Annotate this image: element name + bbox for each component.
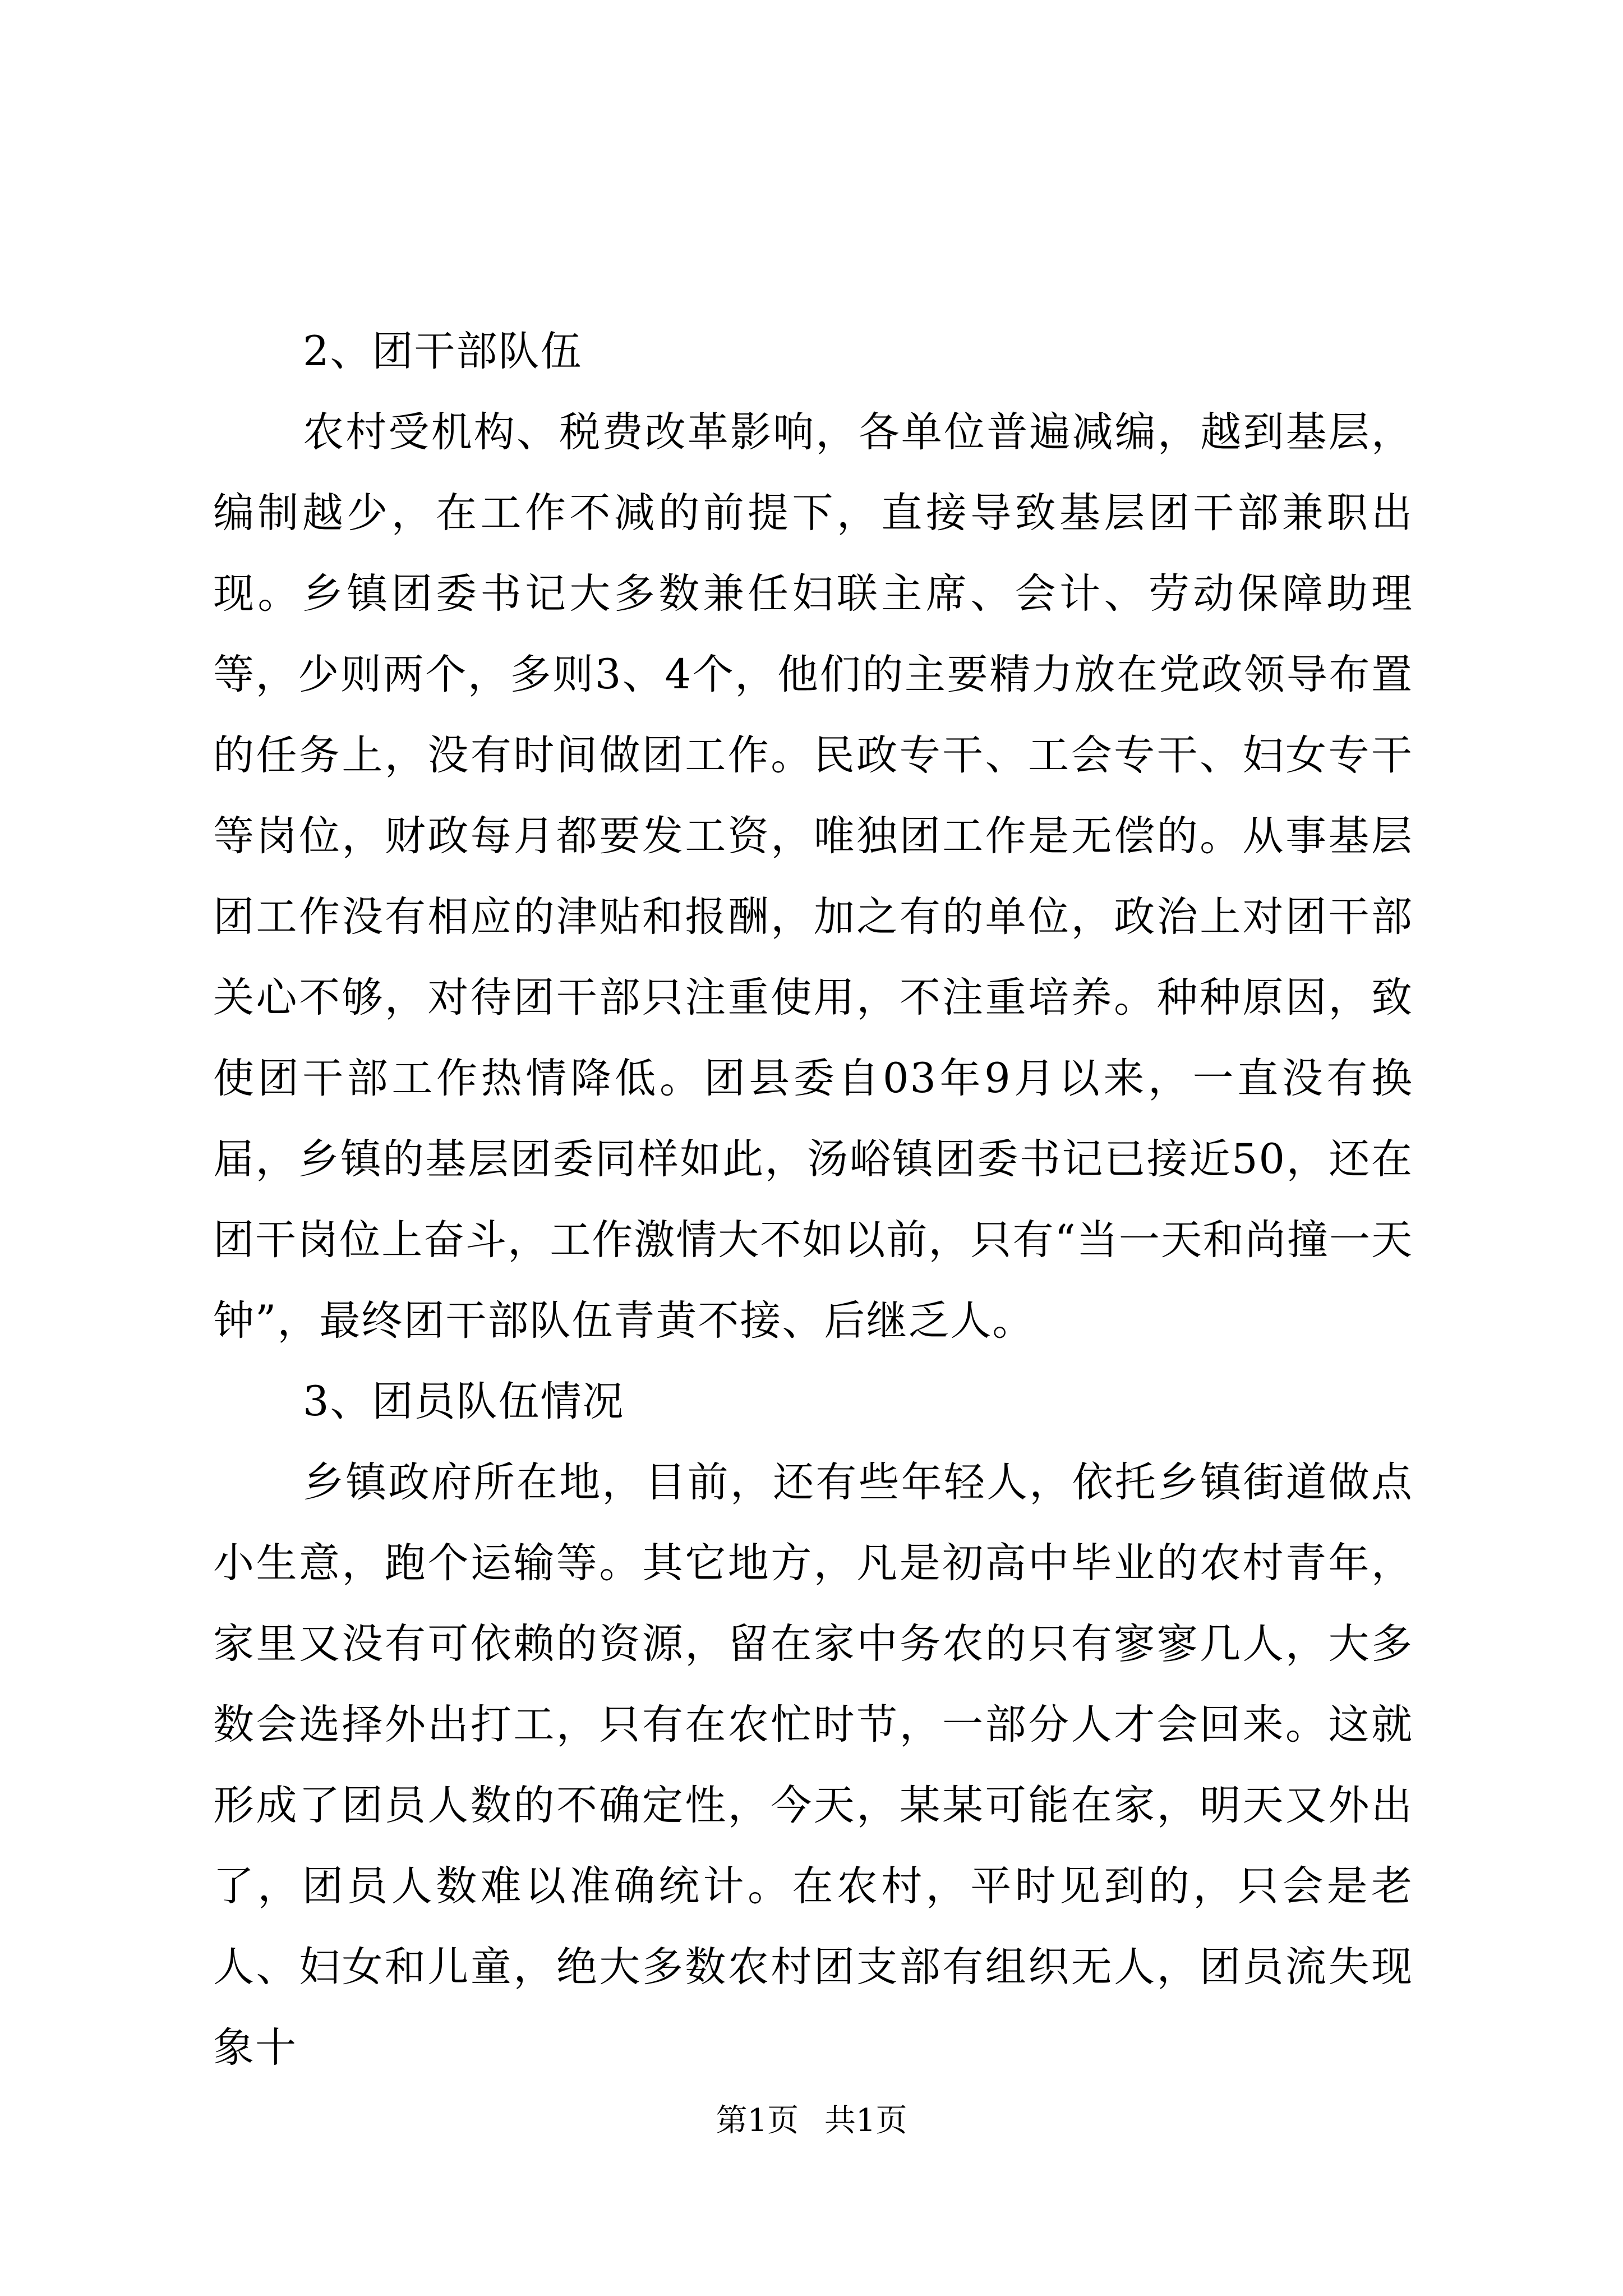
section-heading-member-team: 3、团员队伍情况 — [303, 1378, 625, 1425]
section-heading-team-cadres: 2、团干部队伍 — [303, 328, 583, 375]
section-paragraph-team-cadres: 农村受机构、税费改革影响，各单位普遍减编，越到基层，编制越少，在工作不减的前提下，直接导致基层团干部兼职出现。乡镇团委书记大多数兼任妇联主席、会计、劳动保障助理等，少则两个，多则3、4个，他们的主要精力放在党政领导布置的任务上，没有时间做团工作。民政专干、工会专干、妇女专干等岗位，财政每月都要发工资，唯独团工作是无偿的。从事基层团工作没有相应的津贴和报酬，加之有的单位，政治上对团干部关心不够，对待团干部只注重使用，不注重培养。种种原因，致使团干部工作热情降低。团县委自03年9月以来，一直没有换届，乡镇的基层团委同样如此，汤峪镇团委书记已接近50，还在团干岗位上奋斗，工作激情大不如以前，只有“当一天和尚撞一天钟”，最终团干部队伍青黄不接、后继乏人。 — [213, 408, 1413, 1345]
document-body — [213, 311, 1413, 2088]
page-number-total: 共1页 — [824, 2102, 907, 2139]
page-number-current: 第1页 — [716, 2102, 799, 2139]
page-footer — [0, 2101, 1623, 2141]
section-paragraph-member-team: 乡镇政府所在地，目前，还有些年轻人，依托乡镇街道做点小生意，跑个运输等。其它地方，凡是初高中毕业的农村青年，家里又没有可依赖的资源，留在家中务农的只有寥寥几人，大多数会选择外出打工，只有在农忙时节，一部分人才会回来。这就形成了团员人数的不确定性，今天，某某可能在家，明天又外出了，团员人数难以准确统计。在农村，平时见到的，只会是老人、妇女和儿童，绝大多数农村团支部有组织无人，团员流失现象十 — [213, 1458, 1413, 2072]
